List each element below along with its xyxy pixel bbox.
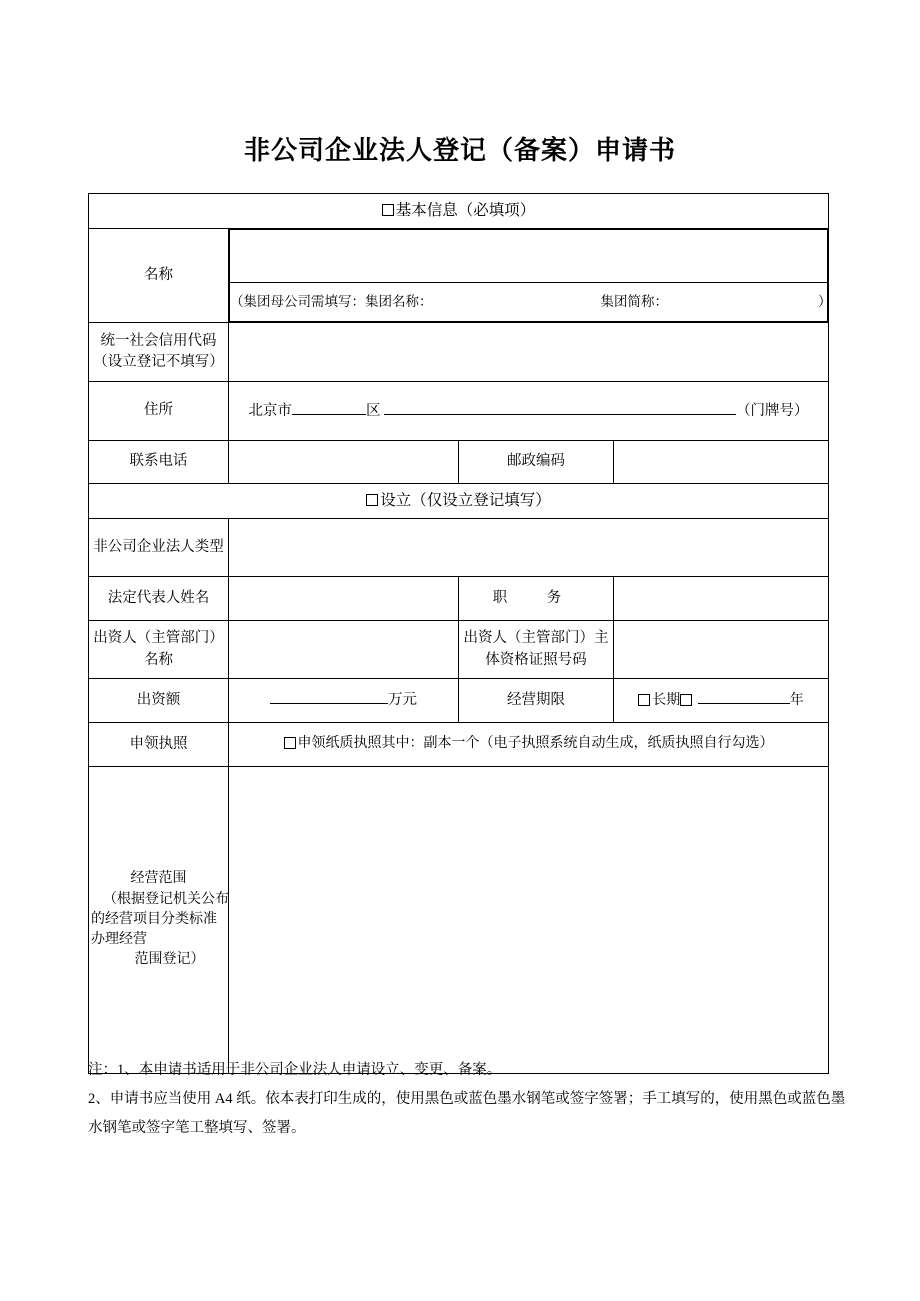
capital-unit-label: 万元 (388, 692, 417, 709)
name-input[interactable] (230, 230, 828, 283)
entity-type-label: 非公司企业法人类型 (89, 519, 229, 577)
credit-code-input[interactable] (229, 323, 829, 382)
group-company-note (230, 283, 832, 322)
term-years-input[interactable] (698, 689, 790, 704)
business-scope-label-line3: 的经营项目分类标准 (91, 911, 217, 927)
registration-form-table (88, 193, 832, 1074)
page-title: 非公司企业法人登记（备案）申请书 (243, 135, 676, 165)
address-district-input[interactable] (292, 400, 366, 415)
group-company-note-row (230, 283, 828, 322)
postcode-input[interactable] (614, 441, 829, 484)
capital-label: 出资额 (89, 679, 229, 723)
investor-name-input[interactable] (229, 621, 459, 679)
investor-name-label-line1: 出资人（主管部门） (93, 630, 224, 647)
checkbox-icon-establishment[interactable] (366, 494, 378, 506)
form-notes (88, 1056, 848, 1143)
investor-cert-label-line1: 出资人（主管部门）主 (463, 630, 609, 647)
table-row-establishment-header (89, 484, 829, 519)
business-scope-input[interactable] (229, 767, 829, 1074)
credit-code-label (89, 323, 229, 382)
group-abbr-label: 集团简称： (600, 294, 668, 310)
table-row-address (89, 382, 829, 441)
business-scope-label-line4: 办理经营 (91, 932, 147, 948)
term-label: 经营期限 (459, 679, 614, 723)
postcode-label: 邮政编码 (459, 441, 614, 484)
license-label: 申领执照 (89, 723, 229, 767)
group-note-prefix: （集团母公司需填写：集团名称： (230, 294, 433, 310)
table-row-contact (89, 441, 829, 484)
position-label: 职 务 (459, 577, 614, 621)
table-row-entity-type (89, 519, 829, 577)
checkbox-icon-paper-license[interactable] (284, 737, 296, 749)
license-option-label: 申领纸质执照其中：副本一个（电子执照系统自动生成，纸质执照自行勾选） (297, 736, 774, 752)
note-line-2: 2、申请书应当使用 A4 纸。依本表打印生成的，使用黑色或蓝色墨水钢笔或签字签署；手工填写的，使用黑色或蓝色墨水钢笔或签字笔工整填写、签署。 (88, 1091, 846, 1136)
credit-code-label-line1: 统一社会信用代码 (100, 332, 217, 349)
name-input-row (230, 230, 828, 283)
term-years-unit-label: 年 (789, 693, 804, 709)
basic-info-section-header (89, 194, 829, 229)
legal-rep-input[interactable] (229, 577, 459, 621)
investor-cert-label-line2: 体资格证照号码 (485, 651, 587, 668)
table-row-credit-code (89, 323, 829, 382)
address-district-suffix: 区 (365, 402, 381, 419)
establishment-section-header (89, 484, 829, 519)
table-row-license (89, 723, 829, 767)
table-row-business-scope (89, 767, 829, 1074)
checkbox-icon-term-years[interactable] (680, 694, 692, 706)
investor-cert-input[interactable] (614, 621, 829, 679)
entity-type-input[interactable] (229, 519, 829, 577)
capital-input[interactable] (270, 689, 388, 704)
investor-cert-label (459, 621, 614, 679)
name-inner-table (229, 229, 832, 322)
business-scope-label-line5: 范围登记） (134, 952, 205, 968)
capital-value-container (229, 679, 459, 723)
basic-info-header-label: 基本信息（必填项） (395, 201, 536, 219)
address-city-label: 北京市 (248, 402, 292, 419)
legal-rep-label: 法定代表人姓名 (89, 577, 229, 621)
business-scope-label-line1: 经营范围 (130, 871, 187, 887)
term-value-container (614, 679, 829, 723)
business-scope-label (89, 767, 229, 1074)
table-row-capital (89, 679, 829, 723)
credit-code-label-line2: （设立登记不填写） (93, 354, 224, 370)
term-long-label: 长期 (652, 693, 681, 709)
name-label: 名称 (89, 229, 229, 323)
address-label: 住所 (89, 382, 229, 441)
checkbox-icon-term-long[interactable] (638, 694, 650, 706)
checkbox-icon-basic-info[interactable] (382, 204, 394, 216)
phone-input[interactable] (229, 441, 459, 484)
table-row-legal-rep (89, 577, 829, 621)
investor-name-label-line2: 名称 (144, 651, 173, 668)
establishment-header-label: 设立（仅设立登记填写） (380, 491, 551, 509)
address-value-container (229, 382, 829, 441)
table-row-basic-info-header (89, 194, 829, 229)
address-detail-input[interactable] (384, 400, 736, 415)
license-option-container (229, 723, 829, 767)
business-scope-label-line2: （根据登记机关公布 (103, 891, 229, 907)
address-house-number-label: （门牌号） (736, 402, 809, 419)
table-row-name (89, 229, 829, 323)
table-row-investor (89, 621, 829, 679)
phone-label: 联系电话 (89, 441, 229, 484)
group-note-suffix: ） (818, 294, 832, 310)
note-line-1: 注：1、本申请书适用于非公司企业法人申请设立、变更、备案。 (88, 1062, 502, 1078)
name-value-container (229, 229, 832, 323)
investor-name-label (89, 621, 229, 679)
position-input[interactable] (614, 577, 829, 621)
